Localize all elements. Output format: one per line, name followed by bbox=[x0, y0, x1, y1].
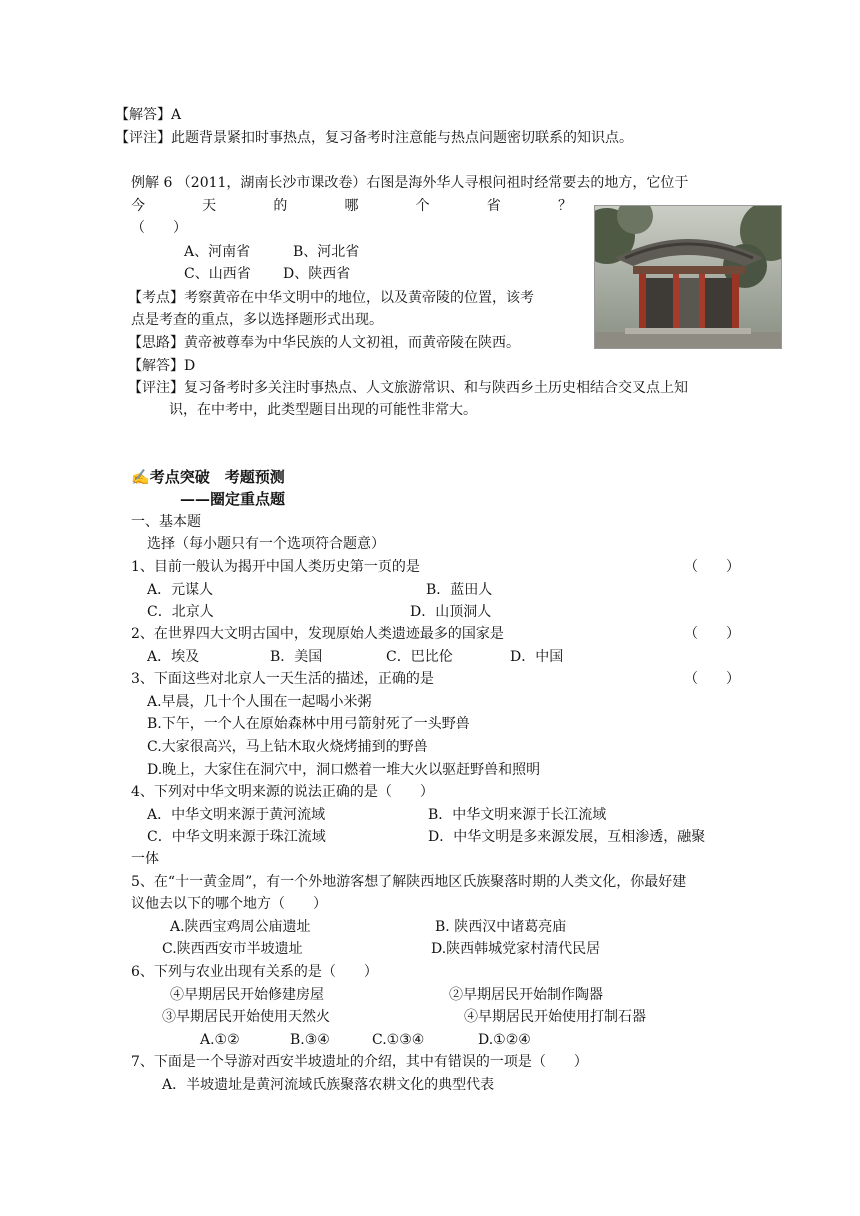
option-c: C．中华文明来源于珠江流域 bbox=[147, 829, 326, 845]
option-b: B、河北省 bbox=[293, 244, 360, 260]
answer-line: 【解答】D bbox=[128, 358, 196, 374]
option-b: B．中华文明来源于长江流域 bbox=[428, 807, 607, 823]
answer-paren: （ ） bbox=[684, 626, 740, 642]
option-c: C．北京人 bbox=[147, 604, 214, 620]
question-stem: 6、下列与农业出现有关系的是（ ） bbox=[131, 964, 378, 980]
option-b: B.下午，一个人在原始森林中用弓箭射死了一头野兽 bbox=[147, 716, 470, 732]
comment-line-1: 【评注】复习备考时多关注时事热点、人文旅游常识、和与陕西乡土历史相结合交叉点上知 bbox=[128, 380, 688, 396]
option-d: D．中华文明是多来源发展，互相渗透，融聚 bbox=[428, 829, 706, 845]
option-d: D、陕西省 bbox=[283, 266, 351, 282]
point-line-2: 点是考查的重点，多以选择题形式出现。 bbox=[131, 312, 383, 328]
item-1: ④早期居民开始修建房屋 bbox=[170, 987, 324, 1003]
stem-char: 天 bbox=[202, 198, 217, 214]
option-a: A．半坡遗址是黄河流域氏族聚落农耕文化的典型代表 bbox=[162, 1077, 495, 1093]
stem-char: 省 bbox=[486, 198, 501, 214]
option-d: D.陕西韩城党家村清代民居 bbox=[431, 941, 601, 957]
stem-char: 哪 bbox=[344, 198, 359, 214]
pavilion-photo-icon bbox=[594, 205, 782, 349]
comment-line: 【评注】此题背景紧扣时事热点，复习备考时注意能与热点问题密切联系的知识点。 bbox=[115, 130, 633, 146]
answer-paren: （ ） bbox=[684, 671, 740, 687]
option-d: D．中国 bbox=[510, 649, 564, 665]
option-a: A．元谋人 bbox=[147, 582, 214, 598]
question-stem: 3、下面这些对北京人一天生活的描述，正确的是 bbox=[131, 671, 434, 687]
option-a: A．埃及 bbox=[147, 649, 200, 665]
pen-icon: ✍ bbox=[131, 468, 150, 486]
example6-stem: 例解 6 （2011，湖南长沙市课改卷）右图是海外华人寻根问祖时经常要去的地方，它位于 bbox=[131, 175, 689, 191]
option-b: B. 陕西汉中诸葛亮庙 bbox=[435, 919, 567, 935]
item-2: ②早期居民开始制作陶器 bbox=[449, 987, 603, 1003]
section-subtitle: ——圈定重点题 bbox=[180, 490, 286, 508]
question-stem: 4、下列对中华文明来源的说法正确的是（ ） bbox=[131, 784, 434, 800]
option-d-continuation: 一体 bbox=[131, 851, 159, 867]
stem-char: 的 bbox=[273, 198, 288, 214]
option-a: A．中华文明来源于黄河流域 bbox=[147, 807, 326, 823]
question-stem: 5、在“十一黄金周”，有一个外地游客想了解陕西地区氏族聚落时期的人类文化，你最好建 bbox=[131, 874, 687, 890]
instruction: 选择（每小题只有一个选项符合题意） bbox=[147, 536, 385, 552]
part-heading: 一、基本题 bbox=[131, 514, 201, 530]
point-line-1: 【考点】考察黄帝在中华文明中的地位，以及黄帝陵的位置，该考 bbox=[128, 290, 534, 306]
option-d: D．山顶洞人 bbox=[410, 604, 492, 620]
question-stem-cont: 议他去以下的哪个地方（ ） bbox=[131, 896, 327, 912]
option-c: C.陕西西安市半坡遗址 bbox=[162, 941, 303, 957]
option-d: D.晚上，大家住在洞穴中，洞口燃着一堆大火以驱赶野兽和照明 bbox=[147, 762, 541, 778]
answer-paren: （ ） bbox=[684, 559, 740, 575]
stem-char: 今 bbox=[131, 198, 145, 214]
option-a: A.早晨，几十个人围在一起喝小米粥 bbox=[147, 694, 372, 710]
comment-line-2: 识，在中考中，此类型题目出现的可能性非常大。 bbox=[169, 402, 477, 418]
option-c: C.①③④ bbox=[372, 1032, 425, 1048]
option-c: C.大家很高兴，马上钻木取火烧烤捕到的野兽 bbox=[147, 739, 428, 755]
question-stem: 1、目前一般认为揭开中国人类历史第一页的是 bbox=[131, 559, 420, 575]
section-title: ✍考点突破 考题预测 bbox=[131, 468, 285, 486]
item-3: ③早期居民开始使用天然火 bbox=[162, 1009, 330, 1025]
option-b: B．美国 bbox=[270, 649, 323, 665]
example6-stem-spread bbox=[131, 196, 572, 216]
stem-char: ？ bbox=[557, 198, 572, 214]
question-stem: 2、在世界四大文明古国中，发现原始人类遗迹最多的国家是 bbox=[131, 626, 504, 642]
option-a: A.陕西宝鸡周公庙遗址 bbox=[170, 919, 311, 935]
answer-paren: （ ） bbox=[131, 220, 187, 236]
option-a: A、河南省 bbox=[184, 244, 251, 260]
item-4: ④早期居民开始使用打制石器 bbox=[464, 1009, 646, 1025]
answer-line: 【解答】A bbox=[115, 107, 182, 123]
option-a: A.①② bbox=[200, 1032, 240, 1048]
option-d: D.①②④ bbox=[478, 1032, 531, 1048]
option-c: C、山西省 bbox=[184, 266, 251, 282]
option-b: B.③④ bbox=[290, 1032, 330, 1048]
option-c: C．巴比伦 bbox=[386, 649, 453, 665]
stem-char: 个 bbox=[415, 198, 430, 214]
idea-line: 【思路】黄帝被尊奉为中华民族的人文初祖，而黄帝陵在陕西。 bbox=[128, 335, 520, 351]
question-stem: 7、下面是一个导游对西安半坡遗址的介绍，其中有错误的一项是（ ） bbox=[131, 1054, 588, 1070]
option-b: B．蓝田人 bbox=[426, 582, 493, 598]
